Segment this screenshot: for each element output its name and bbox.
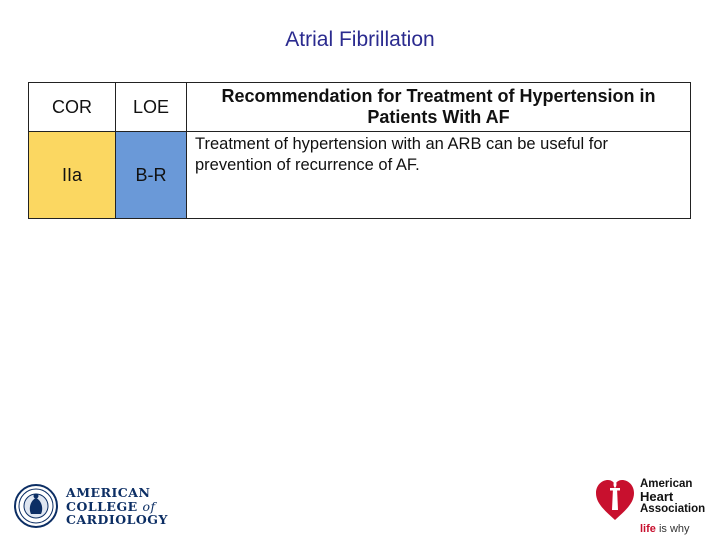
aha-tagline-rest: is why: [655, 523, 690, 535]
aha-heart-torch-icon: [594, 476, 636, 522]
acc-line1: AMERICAN: [66, 485, 151, 500]
header-loe: LOE: [116, 83, 187, 132]
slide-title: Atrial Fibrillation: [285, 28, 435, 51]
table-row: [29, 132, 691, 219]
acc-line2-prefix: COLLEGE: [66, 498, 143, 514]
header-cor: COR: [29, 83, 116, 132]
acc-wordmark: [66, 486, 168, 527]
aha-line2: Heart: [640, 488, 674, 504]
aha-logo: [592, 472, 712, 536]
acc-line3: CARDIOLOGY: [66, 512, 168, 527]
aha-wordmark: [640, 478, 705, 516]
acc-line2-of: of: [142, 498, 156, 514]
cor-cell: IIa: [29, 132, 116, 219]
recommendation-table: [28, 82, 691, 219]
aha-line3: Association: [640, 503, 706, 515]
aha-tagline-life: life: [640, 523, 656, 535]
header-recommendation: Recommendation for Treatment of Hypertension in Patients With AF: [187, 83, 691, 132]
aha-tagline: [640, 523, 690, 535]
acc-seal-icon: [14, 484, 58, 528]
aha-line1: American: [640, 478, 693, 490]
acc-logo: [14, 484, 168, 530]
table-header-row: [29, 83, 691, 132]
loe-cell: B-R: [116, 132, 187, 219]
acc-line2: [66, 500, 168, 514]
recommendation-cell: Treatment of hypertension with an ARB can be useful for prevention of recurrence of AF.: [187, 132, 691, 219]
